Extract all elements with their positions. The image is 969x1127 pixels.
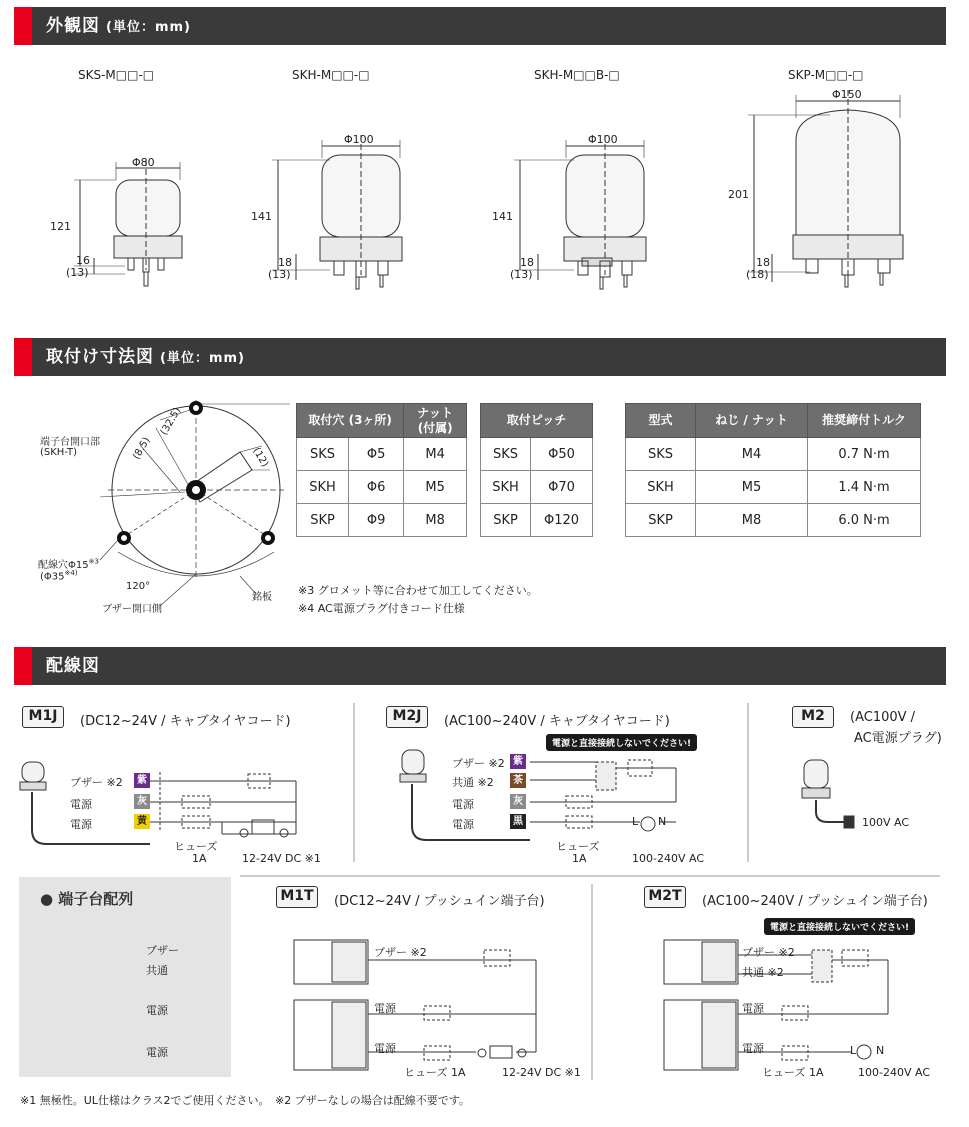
- diagram-title: (AC100~240V / キャブタイヤコード): [444, 714, 670, 729]
- table-header: ナット (付属): [404, 404, 467, 438]
- wire-color-purple: 紫: [510, 754, 526, 769]
- wire-label-common: 共通 ※2: [452, 776, 494, 789]
- supply-label: 100-240V AC: [632, 852, 704, 865]
- dimension-clearance: (13): [66, 266, 89, 279]
- section-title: 配線図: [46, 656, 100, 676]
- table-header: ねじ / ナット: [696, 404, 808, 438]
- section-title: 取付け寸法図: [46, 347, 154, 367]
- neutral-label: N: [876, 1044, 885, 1057]
- fuse-rating: 1A: [192, 852, 207, 865]
- diagram-title: (AC100~240V / プッシュイン端子台): [702, 894, 928, 909]
- dimension-diameter: Φ100: [344, 133, 374, 146]
- angle-label: 120°: [126, 581, 151, 592]
- terminal-label-power: 電源: [146, 1046, 168, 1059]
- dimension-height: 201: [728, 188, 749, 201]
- table-cell: Φ6: [349, 471, 404, 504]
- wire-label-buzzer: ブザー ※2: [452, 757, 505, 770]
- footnote: ※1 無極性。UL仕様はクラス2でご使用ください。 ※2 ブザーなしの場合は配線不要です。: [20, 1094, 470, 1107]
- supply-label: 12-24V DC ※1: [242, 852, 321, 865]
- wire-label-power: 電源: [452, 798, 474, 811]
- wire-label-power: 電源: [742, 1002, 764, 1015]
- terminal-label-buzzer: ブザー: [146, 944, 179, 957]
- section-unit: (単位：mm): [106, 20, 191, 35]
- fuse-label: ヒューズ: [556, 840, 600, 853]
- table-cell: 6.0 N·m: [808, 504, 921, 537]
- dimension-clearance: (13): [510, 268, 533, 281]
- table-cell: M5: [404, 471, 467, 504]
- table-cell: Φ9: [349, 504, 404, 537]
- line-label: L: [850, 1044, 857, 1057]
- model-label: SKS-M□□-□: [78, 68, 155, 82]
- diagram-title: (AC100V /: [850, 710, 916, 725]
- diagram-title: (DC12~24V / キャブタイヤコード): [80, 714, 291, 729]
- terminal-label-common: 共通: [146, 964, 168, 977]
- table-cell: SKH: [297, 471, 349, 504]
- table-header: 取付穴 (3ヶ所): [297, 404, 404, 438]
- dimension-base: 18: [520, 256, 534, 269]
- wire-label-power: 電源: [374, 1002, 396, 1015]
- table-cell: 0.7 N·m: [808, 438, 921, 471]
- table-header: 型式: [626, 404, 696, 438]
- skh-t-label: (SKH-T): [40, 447, 78, 458]
- fuse-label: ヒューズ 1A: [762, 1066, 824, 1079]
- table-cell: Φ5: [349, 438, 404, 471]
- nameplate-label: 銘板: [252, 592, 272, 603]
- dimension-base: 18: [756, 256, 770, 269]
- table-cell: M4: [404, 438, 467, 471]
- table-cell: SKH: [626, 471, 696, 504]
- table-header: 推奨締付トルク: [808, 404, 921, 438]
- dimension-12: (12): [250, 445, 271, 470]
- terminal-label-power: 電源: [146, 1004, 168, 1017]
- table-cell: SKS: [297, 438, 349, 471]
- wire-label-power: 電源: [452, 818, 474, 831]
- wire-color-gray: 灰: [134, 794, 150, 809]
- wire-label-buzzer: ブザー ※2: [70, 776, 123, 789]
- wiring-hole-label: 配線穴Φ15$^{※3}$: [38, 557, 99, 571]
- diagram-code-badge: M2: [792, 706, 834, 728]
- wire-color-brown: 茶: [510, 773, 526, 788]
- section-unit: (単位：mm): [160, 351, 245, 366]
- note-3: ※3 グロメット等に合わせて加工してください。: [298, 584, 538, 597]
- warning-badge: 電源と直接接続しないでください!: [546, 734, 697, 751]
- model-label: SKP-M□□-□: [788, 68, 864, 82]
- table-cell: SKS: [626, 438, 696, 471]
- dimension-diameter: Φ150: [832, 88, 862, 101]
- dimension-8-5: (8.5): [131, 435, 153, 462]
- dimension-32-5: (32.5): [158, 405, 184, 438]
- wire-label-common: 共通 ※2: [742, 966, 784, 979]
- diagram-code-badge: M1T: [276, 886, 318, 908]
- wire-label-power: 電源: [70, 798, 92, 811]
- table-header: 取付ピッチ: [481, 404, 593, 438]
- table-cell: 1.4 N·m: [808, 471, 921, 504]
- wire-color-yellow: 黄: [134, 814, 150, 829]
- table-cell: M5: [696, 471, 808, 504]
- dimension-base: 16: [76, 254, 90, 267]
- wire-label-buzzer: ブザー ※2: [374, 946, 427, 959]
- dimension-diameter: Φ100: [588, 133, 618, 146]
- wire-label-power: 電源: [742, 1042, 764, 1055]
- fuse-label: ヒューズ 1A: [404, 1066, 466, 1079]
- wire-label-power: 電源: [70, 818, 92, 831]
- buzzer-side-label: ブザー開口側: [102, 604, 162, 615]
- diagram-title: AC電源プラグ): [854, 731, 942, 746]
- dimension-height: 141: [492, 210, 513, 223]
- fuse-label: ヒューズ: [174, 840, 218, 853]
- warning-badge: 電源と直接接続しないでください!: [764, 918, 915, 935]
- table-cell: SKP: [297, 504, 349, 537]
- diagram-code-badge: M2T: [644, 886, 686, 908]
- wire-label-power: 電源: [374, 1042, 396, 1055]
- table-cell: M4: [696, 438, 808, 471]
- diagram-title: (DC12~24V / プッシュイン端子台): [334, 894, 545, 909]
- table-cell: Φ50: [531, 438, 593, 471]
- supply-label: 12-24V DC ※1: [502, 1066, 581, 1079]
- diagram-code-badge: M2J: [386, 706, 428, 728]
- supply-label: 100V AC: [862, 816, 910, 829]
- wire-label-buzzer: ブザー ※2: [742, 946, 795, 959]
- line-label: L: [632, 815, 639, 828]
- wire-color-purple: 紫: [134, 773, 150, 788]
- dimension-height: 121: [50, 220, 71, 233]
- model-label: SKH-M□□-□: [292, 68, 370, 82]
- dimension-height: 141: [251, 210, 272, 223]
- table-cell: M8: [696, 504, 808, 537]
- model-label: SKH-M□□B-□: [534, 68, 620, 82]
- table-cell: M8: [404, 504, 467, 537]
- table-cell: SKP: [626, 504, 696, 537]
- dimension-clearance: (13): [268, 268, 291, 281]
- supply-label: 100-240V AC: [858, 1066, 930, 1079]
- dimension-base: 18: [278, 256, 292, 269]
- dimension-diameter: Φ80: [132, 156, 155, 169]
- table-cell: Φ70: [531, 471, 593, 504]
- wiring-hole-alt-label: (Φ35$^{※4)}$: [40, 569, 78, 583]
- table-cell: SKH: [481, 471, 531, 504]
- table-cell: Φ120: [531, 504, 593, 537]
- diagram-code-badge: M1J: [22, 706, 64, 728]
- wire-color-black: 黒: [510, 814, 526, 829]
- section-title: 外観図: [46, 16, 100, 36]
- note-4: ※4 AC電源プラグ付きコード仕様: [298, 602, 465, 615]
- fuse-rating: 1A: [572, 852, 587, 865]
- table-cell: SKP: [481, 504, 531, 537]
- table-cell: SKS: [481, 438, 531, 471]
- neutral-label: N: [658, 815, 667, 828]
- wire-color-gray: 灰: [510, 794, 526, 809]
- dimension-clearance: (18): [746, 268, 769, 281]
- terminal-opening-label: 端子台開口部: [40, 437, 100, 448]
- terminal-layout-title: ● 端子台配列: [40, 890, 134, 908]
